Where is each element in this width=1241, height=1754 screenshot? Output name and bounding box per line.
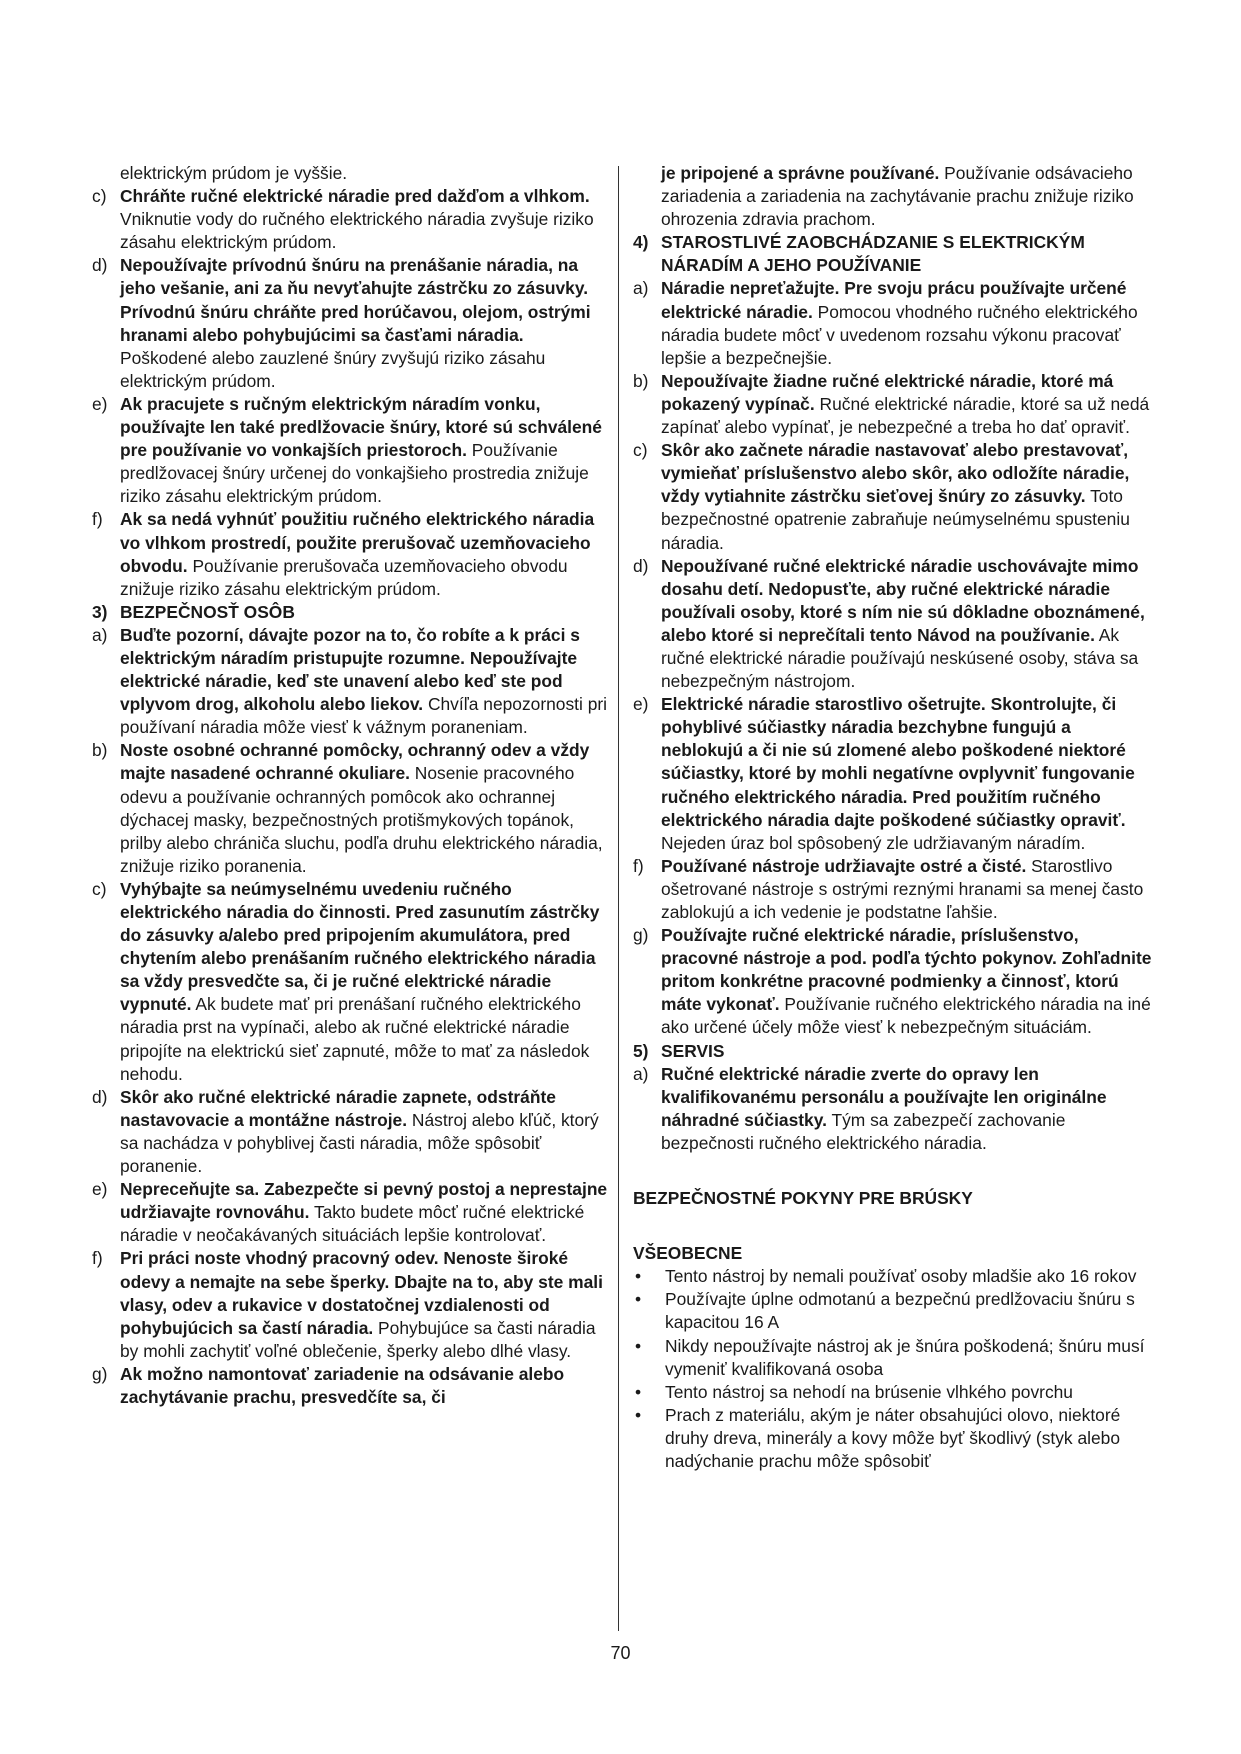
item-a5-service: a) Ručné elektrické náradie zverte do opravy len kvalifikovanému personálu a používajte len originálne náhradné súčiastky. Tým sa zabezpečí zachovanie bezpečnosti ručného elektrického náradia. bbox=[633, 1063, 1107, 1153]
item-c4-unplug: c) Skôr ako začnete náradie nastavovať alebo prestavovať, vymieňať príslušenstvo alebo skôr, ako odložíte náradie, vždy vytiahnite zástrčku sieťovej šnúry zo zásuvky. Toto bezpečnostné opatrenie zabraňuje neúmyselnému spusteniu náradia. bbox=[633, 440, 1130, 553]
item-d-cord: d) Nepoužívajte prívodnú šnúru na prenášanie náradia, na jeho vešanie, ani za ňu nevyťahujte zástrčku zo zásuvky. Prívodnú šnúru chráňte pred horúčavou, olejom, ostrými hranami alebo pohybujúcimi sa časťami náradia. Poškodené alebo zauzlené šnúry zvyšujú riziko zásahu elektrickým prúdom. bbox=[92, 255, 591, 391]
item-c3-start: c) Vyhýbajte sa neúmyselnému uvedeniu ručného elektrického náradia do činnosti. Pred zasunutím zástrčky do zásuvky a/alebo pred pripojením akumulátora, pred chytením alebo prenášaním ručného elektrického náradia sa vždy presvedčte sa, či je ručné elektrické náradie vypnuté. Ak budete mať pri prenášaní ručného elektrického náradia prst na vypínači, alebo ak ručné elektrické náradie pripojíte na elektrickú sieť zapnuté, môže to mať za následok nehodu. bbox=[92, 878, 600, 1084]
item-e-outdoor: e) Ak pracujete s ručným elektrickým náradím vonku, používajte len také predlžovacie šnúry, ktoré sú schválené pre používanie vo vonkajších priestoroch. Používanie predlžovacej šnúry určenej do vonkajšieho prostredia znižuje riziko zásahu elektrickým prúdom. bbox=[92, 393, 602, 507]
paragraph-continuation: elektrickým prúdom je vyššie. bbox=[120, 163, 348, 183]
item-e4-maintenance: e) Elektrické náradie starostlivo ošetrujte. Skontrolujte, či pohyblivé súčiastky náradia bezchybne fungujú a neblokujú a či nie sú zlomené alebo poškodené niektoré súčiastky, ktoré by mohli negatívne ovplyvniť fungovanie ručného elektrického náradia. Pred použitím ručného elektrického náradia dajte poškodené súčiastky opraviť. Nejeden úraz bol spôsobený zle udržiavaným náradím. bbox=[633, 694, 1135, 853]
section-3-heading: 3) BEZPEČNOSŤ OSÔB bbox=[92, 601, 295, 622]
list-item: • Prach z materiálu, akým je náter obsahujúci olovo, niektoré druhy dreva, minerály a kovy môže byť škodlivý (styk alebo nadýchanie prachu môže spôsobiť bbox=[635, 1404, 1121, 1471]
item-d3-tools: d) Skôr ako ručné elektrické náradie zapnete, odstráňte nastavovacie a montážne nástroje. Nástroj alebo kľúč, ktorý sa nachádza v pohyblivej časti náradia, môže spôsobiť poranenie. bbox=[92, 1086, 599, 1177]
item-b4-switch: b) Nepoužívajte žiadne ručné elektrické náradie, ktoré má pokazený vypínač. Ručné elektrické náradie, ktoré sa už nedá zapínať alebo vypínať, je nebezpečné a treba ho dať opraviť. bbox=[633, 370, 1150, 438]
item-d4-storage: d) Nepoužívané ručné elektrické náradie uschovávajte mimo dosahu detí. Nedopusťte, aby ručné elektrické náradie používali osoby, ktoré s ním nie sú dôkladne oboznámené, alebo ktoré si neprečítali tento Návod na používanie. Ak ručné elektrické náradie používajú neskúsené osoby, stáva sa nebezpečným nástrojom. bbox=[633, 555, 1145, 692]
list-item: • Tento nástroj sa nehodí na brúsenie vlhkého povrchu bbox=[635, 1381, 1073, 1402]
paragraph-continuation: je pripojené a správne používané. Používanie odsávacieho zariadenia a zariadenia na zachytávanie prachu znižuje riziko ohrozenia zdravia prachom. bbox=[661, 163, 1134, 230]
page-number: 70 bbox=[610, 1643, 631, 1663]
item-f4-sharp: f) Používané nástroje udržiavajte ostré a čisté. Starostlivo ošetrované nástroje s ostrými reznými hranami sa menej často zablokujú a ich vedenie je podstatne ľahšie. bbox=[633, 855, 1144, 922]
list-item: • Nikdy nepoužívajte nástroj ak je šnúra poškodená; šnúru musí vymeniť kvalifikovaná osoba bbox=[635, 1335, 1145, 1379]
item-g3-dust: g) Ak možno namontovať zariadenie na odsávanie alebo zachytávanie prachu, presvedčíte sa, či bbox=[92, 1363, 565, 1407]
left-column bbox=[92, 162, 612, 1409]
list-item: • Tento nástroj by nemali používať osoby mladšie ako 16 rokov bbox=[635, 1266, 1137, 1287]
item-f3-clothing: f) Pri práci noste vhodný pracovný odev. Nenoste široké odevy a nemajte na sebe šperky. Dbajte na to, aby ste mali vlasy, odev a rukavice v dostatočnej vzdialenosti od pohybujúcich sa častí náradia. Pohybujúce sa časti náradia by mohli zachytiť voľné oblečenie, šperky alebo dlhé vlasy. bbox=[92, 1248, 603, 1361]
item-b3-ppe: b) Noste osobné ochranné pomôcky, ochranný odev a vždy majte nasadené ochranné okuliare. Nosenie pracovného odevu a používanie ochranných pomôcok ako ochrannej dýchacej masky, bezpečnostných protišmykových topánok, prilby alebo chrániča sluchu, podľa druhu elektrického náradia, znižuje riziko poranenia. bbox=[92, 740, 603, 876]
item-e3-balance: e) Nepreceňujte sa. Zabezpečte si pevný postoj a neprestajne udržiavajte rovnováhu. Takto budete môcť ručné elektrické náradie v neočakávaných situáciách lepšie kontrolovať. bbox=[92, 1179, 608, 1246]
item-g4-instructions: g) Používajte ručné elektrické náradie, príslušenstvo, pracovné nástroje a pod. podľa týchto pokynov. Zohľadnite pritom konkrétne pracovné podmienky a činnosť, ktorú máte vykonať. Používanie ručného elektrického náradia na iné ako určené účely môže viesť k nebezpečným situáciám. bbox=[633, 925, 1152, 1038]
general-subtitle: VŠEOBECNE bbox=[633, 1243, 743, 1264]
list-item: • Používajte úplne odmotanú a bezpečnú predlžovaciu šnúru s kapacitou 16 A bbox=[635, 1289, 1135, 1333]
item-a4-overload: a) Náradie nepreťažujte. Pre svoju prácu používajte určené elektrické náradie. Pomocou vhodného ručného elektrického náradia budete môcť v uvedenom rozsahu výkonu pracovať lepšie a bezpečnejšie. bbox=[633, 278, 1138, 368]
item-f-rcd: f) Ak sa nedá vyhnúť použitiu ručného elektrického náradia vo vlhkom prostredí, použite prerušovač uzemňovacieho obvodu. Používanie prerušovača uzemňovacieho obvodu znižuje riziko zásahu elektrickým prúdom. bbox=[92, 509, 595, 599]
item-c-moisture: c) Chráňte ručné elektrické náradie pred dažďom a vlhkom. Vniknutie vody do ručného elektrického náradia zvyšuje riziko zásahu elektrickým prúdom. bbox=[92, 186, 594, 253]
item-a3-attention: a) Buďte pozorní, dávajte pozor na to, čo robíte a k práci s elektrickým náradím pristupujte rozumne. Nepoužívajte elektrické náradie, keď ste unavení alebo keď ste pod vplyvom drog, alkoholu alebo liekov. Chvíľa nepozornosti pri používaní náradia môže viesť k vážnym poraneniam. bbox=[92, 624, 608, 738]
section-4-heading: 4) STAROSTLIVÉ ZAOBCHÁDZANIE S ELEKTRICKÝM NÁRADÍM A JEHO POUŽÍVANIE bbox=[633, 232, 1085, 276]
grinder-safety-title: BEZPEČNOSTNÉ POKYNY PRE BRÚSKY bbox=[633, 1188, 973, 1209]
section-5-heading: 5) SERVIS bbox=[633, 1040, 725, 1061]
right-column bbox=[633, 162, 1153, 1473]
column-divider bbox=[618, 166, 619, 1631]
